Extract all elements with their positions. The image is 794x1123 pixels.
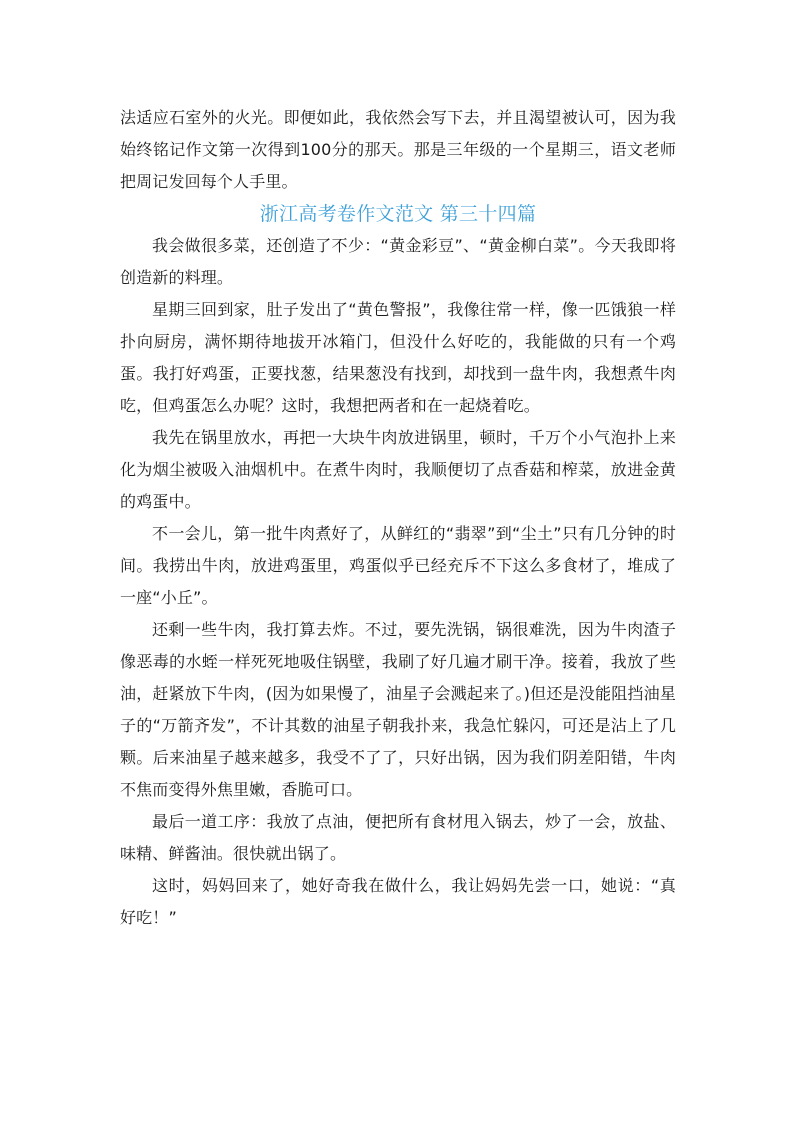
paragraph-2: 星期三回到家，肚子发出了“黄色警报”，我像往常一样，像一匹饿狼一样扑向厨房，满怀期待地拔开冰箱门，但没什么好吃的，我能做的只有一个鸡蛋。我打好鸡蛋，正要找葱，结果葱没有找到，却找到一盘牛肉，我想煮牛肉吃，但鸡蛋怎么办呢？这时，我想把两者和在一起烧着吃。 [120,300,676,415]
paragraph-1: 我会做很多菜，还创造了不少：“黄金彩豆”、“黄金柳白菜”。今天我即将创造新的料理。 [120,236,676,287]
intro-paragraph: 法适应石室外的火光。即便如此，我依然会写下去，并且渴望被认可，因为我始终铭记作文第一次得到100分的那天。那是三年级的一个星期三，语文老师把周记发回每个人手里。 [120,108,676,191]
paragraph-7: 这时，妈妈回来了，她好奇我在做什么，我让妈妈先尝一口，她说：“真好吃！” [120,876,676,927]
essay-title: 浙江高考卷作文范文 第三十四篇 [259,203,537,225]
paragraph-4: 不一会儿，第一批牛肉煮好了，从鲜红的“翡翠”到“尘土”只有几分钟的时间。我捞出牛肉，放进鸡蛋里，鸡蛋似乎已经充斥不下这么多食材了，堆成了一座“小丘”。 [120,524,676,607]
paragraph-6: 最后一道工序：我放了点油，便把所有食材甩入锅去，炒了一会，放盐、味精、鲜酱油。很快就出锅了。 [120,812,676,863]
paragraph-5: 还剩一些牛肉，我打算去炸。不过，要先洗锅，锅很难洗，因为牛肉渣子像恶毒的水蛭一样死死地吸住锅壁，我刷了好几遍才刷干净。接着，我放了些油，赶紧放下牛肉，(因为如果慢了，油星子会溅起来了。)但还是没能阻挡油星子的“万箭齐发”，不计其数的油星子朝我扑来，我急忙躲闪，可还是沾上了几颗。后来油星子越来越多，我受不了了，只好出锅，因为我们阴差阳错，牛肉不焦而变得外焦里嫩，香脆可口。 [120,620,676,799]
document-body [120,102,676,934]
paragraph-3: 我先在锅里放水，再把一大块牛肉放进锅里，顿时，千万个小气泡扑上来化为烟尘被吸入油烟机中。在煮牛肉时，我顺便切了点香菇和榨菜，放进金黄的鸡蛋中。 [120,428,676,511]
